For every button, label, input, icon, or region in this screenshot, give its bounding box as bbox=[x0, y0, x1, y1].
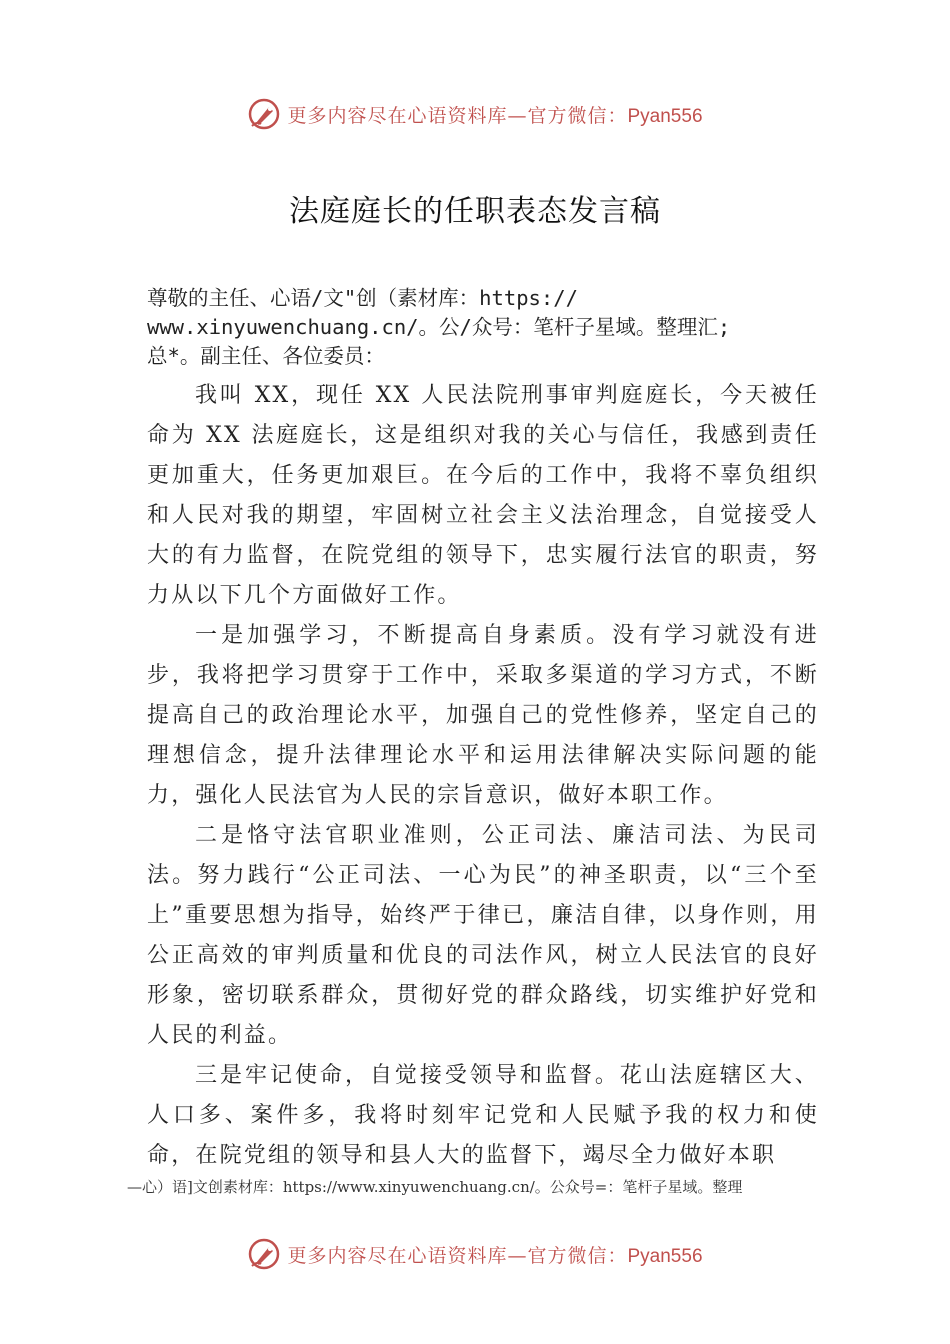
paragraph: 三是牢记使命，自觉接受领导和监督。花山法庭辖区大、人口多、案件多，我将时刻牢记党和人民赋予我的权力和使命，在院党组的领导和县人大的监督下，竭尽全力做好本职 bbox=[147, 1063, 819, 1168]
salutation-line: 尊敬的主任、心语/文"创（素材库：https:// bbox=[147, 286, 578, 310]
paragraph: 二是恪守法官职业准则，公正司法、廉洁司法、为民司法。努力践行“公正司法、一心为民”的神圣职责，以“三个至上”重要思想为指导，始终严于律已，廉洁自律，以身作则，用公正高效的审判质量和优良的司法作风，树立人民法官的良好形象，密切联系群众，贯彻好党的群众路线，切实维护好党和人民的利益。 bbox=[147, 823, 819, 1048]
pen-nib-logo-icon bbox=[247, 1237, 281, 1271]
wechat-id: Pyan556 bbox=[627, 105, 703, 127]
document-title: 法庭庭长的任职表态发言稿 bbox=[289, 194, 661, 229]
banner-text: 更多内容尽在心语资料库—官方微信：Pyan556 bbox=[287, 1244, 703, 1267]
footer-banner bbox=[0, 1236, 950, 1272]
paragraph: 一是加强学习，不断提高自身素质。没有学习就没有进步，我将把学习贯穿于工作中，采取多渠道的学习方式，不断提高自己的政治理论水平，加强自己的党性修养，坚定自己的理想信念，提升法律理论水平和运用法律解决实际问题的能力，强化人民法官为人民的宗旨意识，做好本职工作。 bbox=[147, 623, 819, 808]
banner-text: 更多内容尽在心语资料库—官方微信：Pyan556 bbox=[287, 104, 703, 127]
wechat-id: Pyan556 bbox=[627, 1245, 703, 1267]
salutation-line: www.xinyuwenchuang.cn/。公/众号：笔杆子星域。整理汇; bbox=[147, 315, 731, 339]
footer-note: —心）语]文创素材库：https://www.xinyuwenchuang.cn/。公众号=：笔杆子星域。整理 bbox=[127, 1178, 743, 1196]
header-banner bbox=[0, 96, 950, 132]
pen-nib-logo-icon bbox=[247, 97, 281, 131]
document-body bbox=[147, 376, 819, 1176]
paragraph: 我叫 XX，现任 XX 人民法院刑事审判庭庭长，今天被任命为 XX 法庭庭长，这是组织对我的关心与信任，我感到责任更加重大，任务更加艰巨。在今后的工作中，我将不辜负组织和人民对我的期望，牢固树立社会主义法治理念，自觉接受人大的有力监督，在院党组的领导下，忠实履行法官的职责，努力从以下几个方面做好工作。 bbox=[147, 383, 819, 608]
salutation-line: 总*。副主任、各位委员： bbox=[147, 344, 385, 368]
salutation bbox=[147, 284, 827, 371]
